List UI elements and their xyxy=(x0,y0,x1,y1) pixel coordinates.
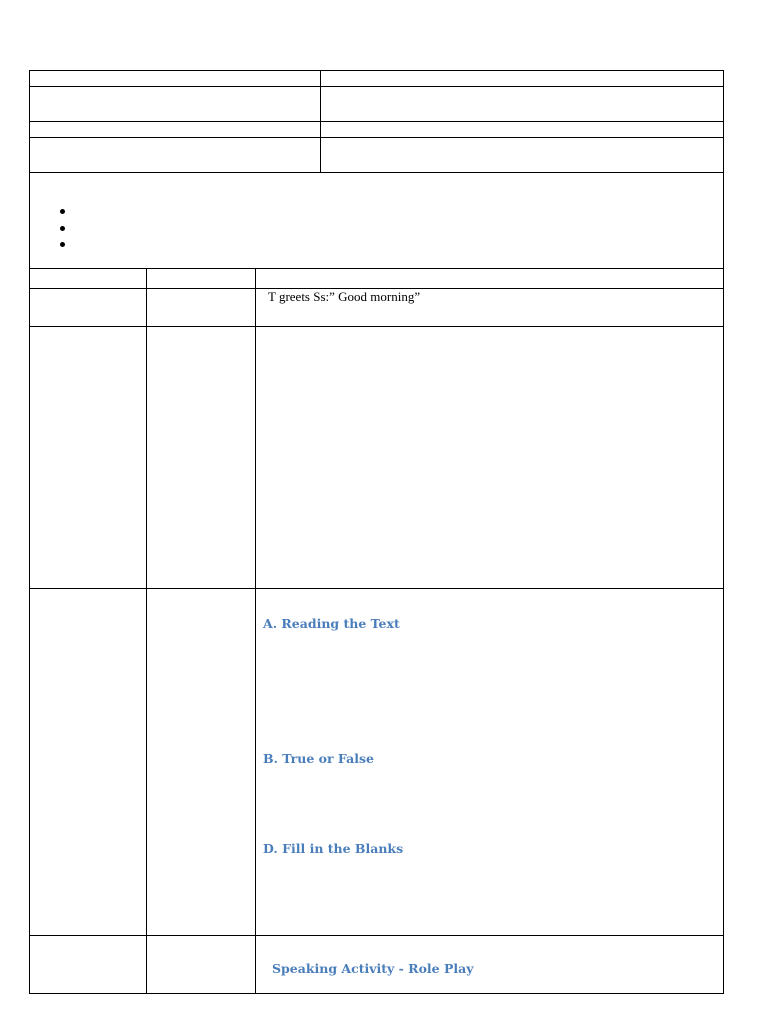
warm-up-greeting: T greets Ss:” Good morning” xyxy=(268,289,421,304)
objectives-box xyxy=(29,172,724,269)
section-heading-fill-blanks: D. Fill in the Blanks xyxy=(263,841,404,856)
header-row-divider xyxy=(29,137,724,138)
lesson-procedure-table xyxy=(29,268,724,994)
table-column-divider xyxy=(146,268,147,994)
section-heading-speaking: Speaking Activity - Role Play xyxy=(272,961,474,976)
header-column-divider xyxy=(320,70,321,173)
table-row-divider xyxy=(29,326,724,327)
table-row-divider xyxy=(29,588,724,589)
section-heading-reading: A. Reading the Text xyxy=(263,616,400,631)
table-row-divider xyxy=(29,935,724,936)
table-column-divider xyxy=(255,268,256,994)
header-row-divider xyxy=(29,121,724,122)
header-row-divider xyxy=(29,86,724,87)
section-heading-true-false: B. True or False xyxy=(263,751,374,766)
